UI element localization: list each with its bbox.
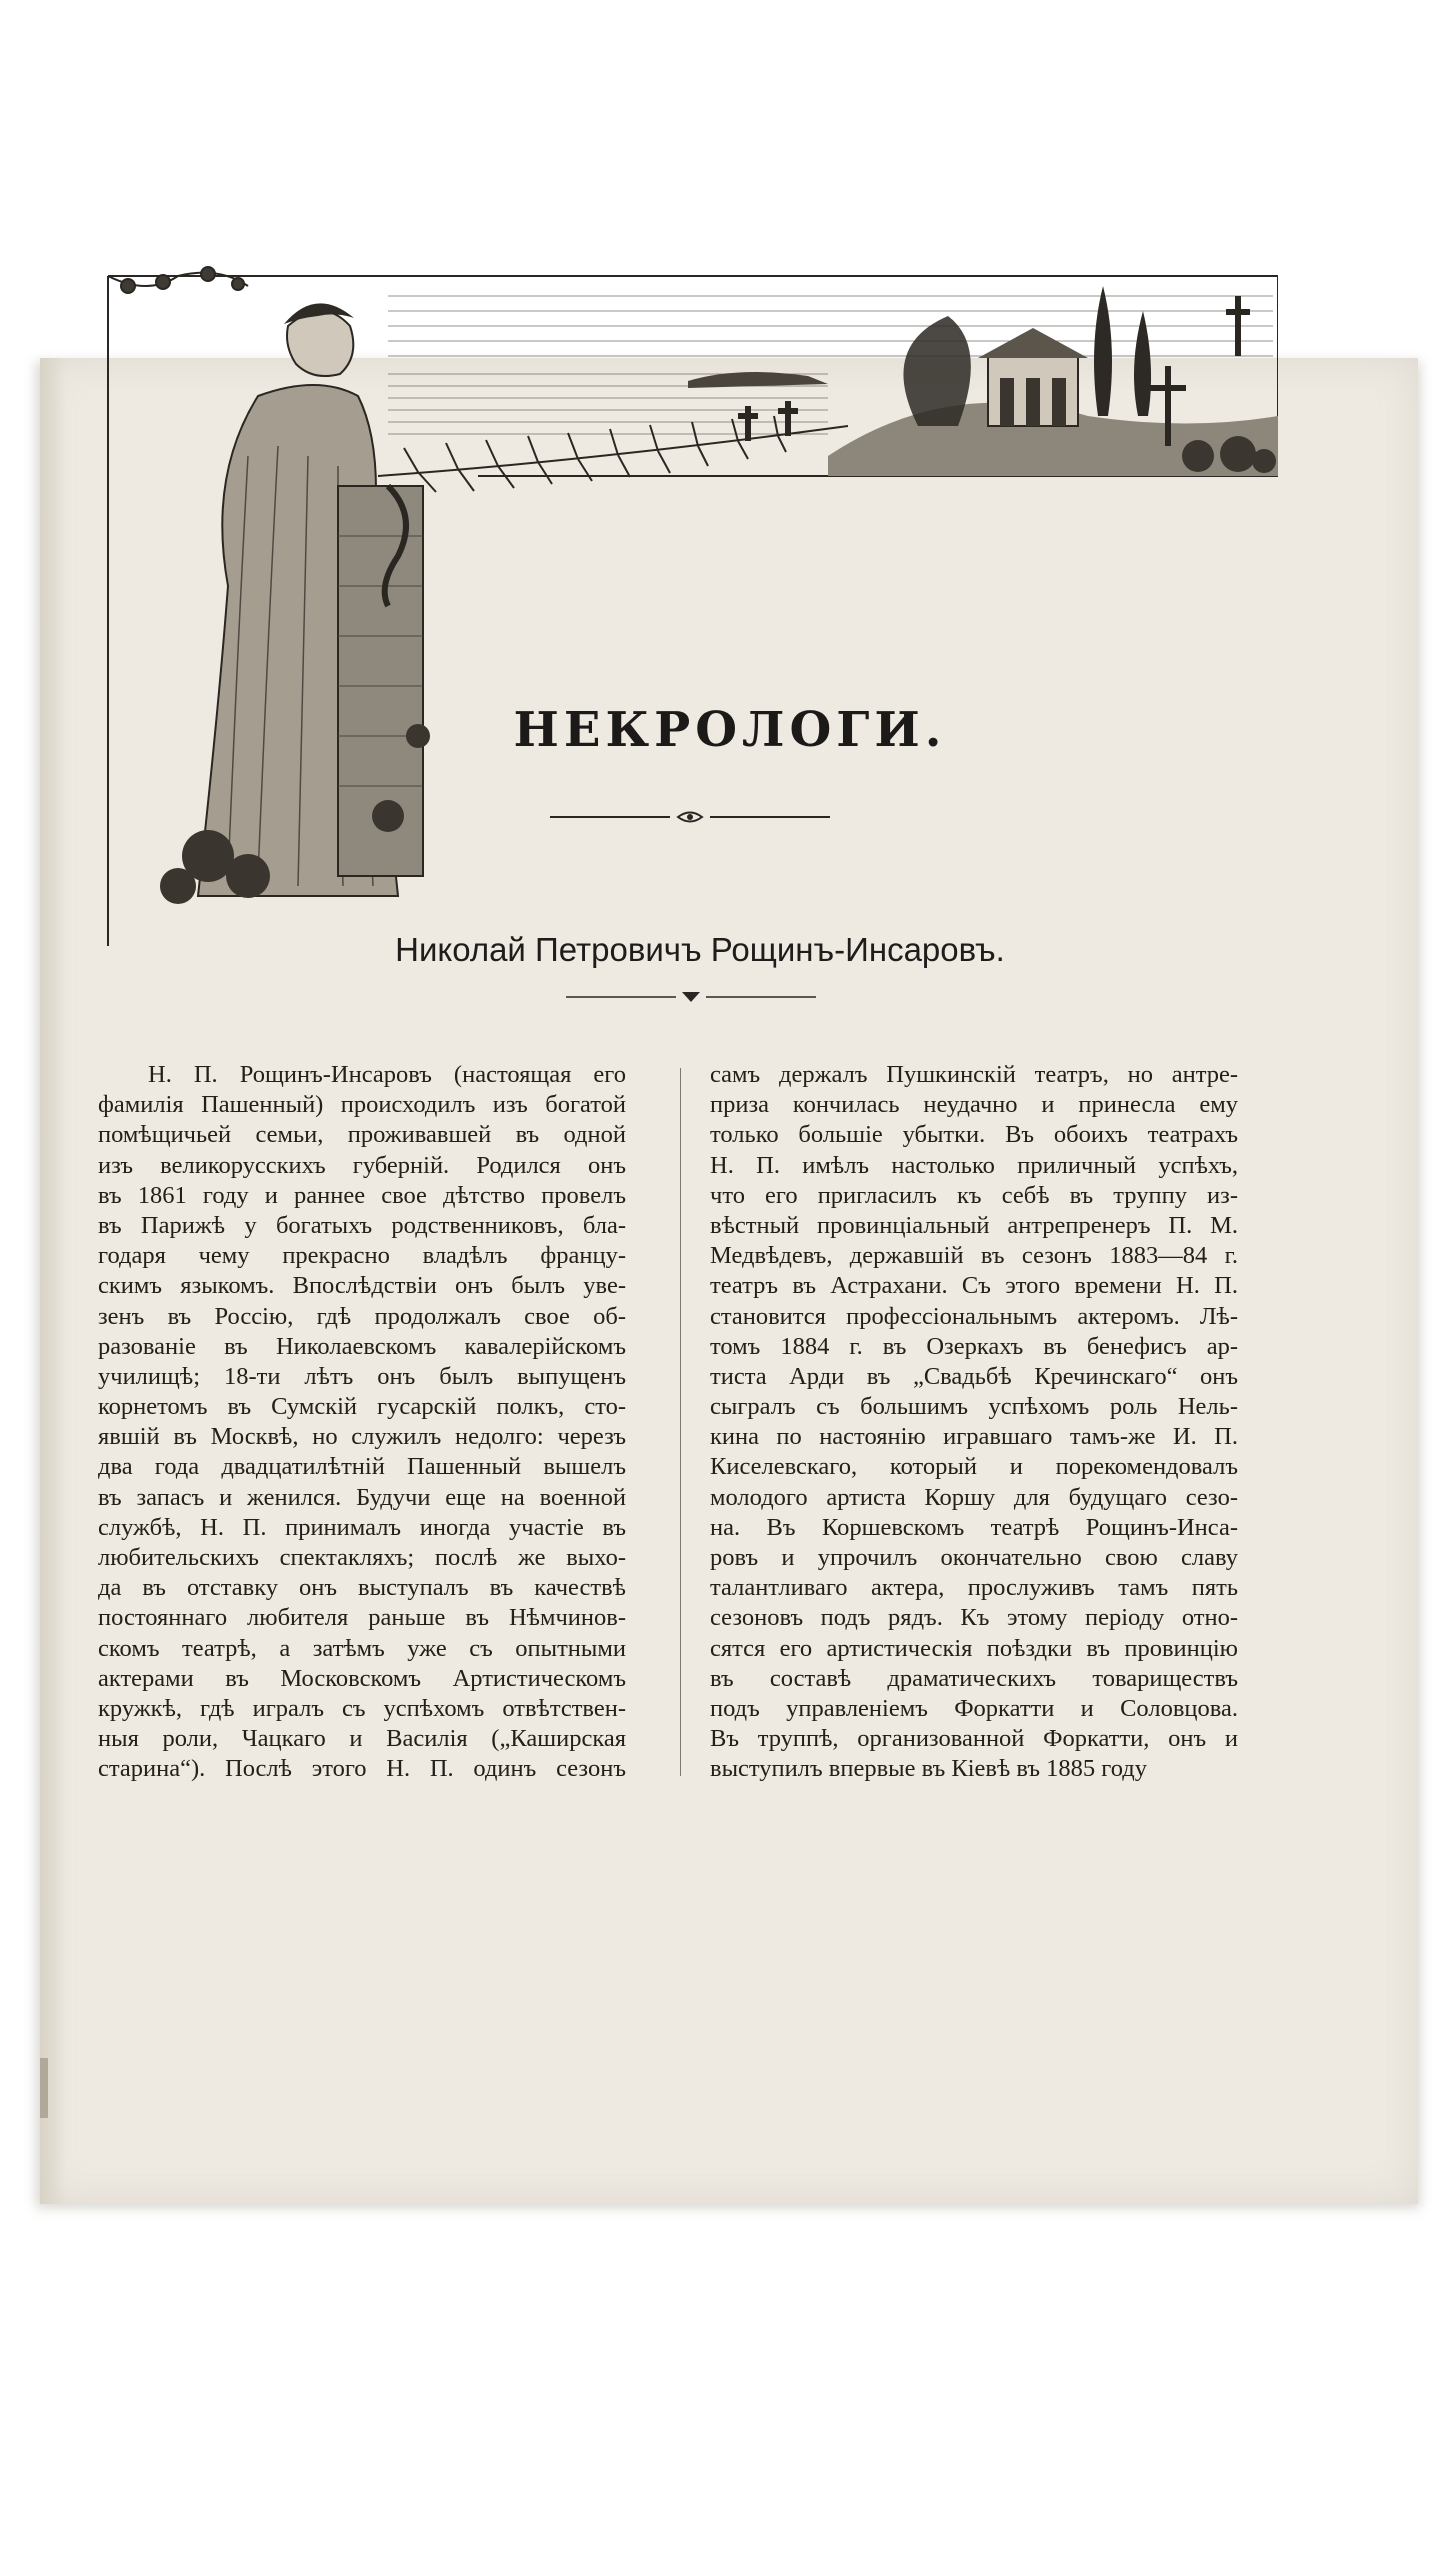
text-line: только большіе убытки. Въ обоихъ театрахъ <box>710 1121 1238 1149</box>
text-line: въ составѣ драматическихъ товариществъ <box>710 1664 1238 1692</box>
text-line: сыгралъ съ большимъ успѣхомъ роль Нель- <box>710 1393 1238 1421</box>
text-line: скомъ театрѣ, а затѣмъ уже съ опытными <box>98 1634 626 1662</box>
text-line: приза кончилась неудачно и принесла ему <box>710 1091 1238 1119</box>
heading-divider-ornament <box>566 990 816 1004</box>
text-line: Н. П. Рощинъ-Инсаровъ (настоящая его <box>148 1061 626 1088</box>
memorial-engraving <box>88 256 1278 956</box>
text-line: помѣщичьей семьи, проживавшей въ одной <box>98 1121 626 1149</box>
text-line: въ 1861 году и раннее свое дѣтство провелъ <box>98 1181 626 1209</box>
text-line: разованіе въ Николаевскомъ кавалерійскомъ <box>98 1332 626 1360</box>
text-line: на. Въ Коршевскомъ театрѣ Рощинъ-Инса- <box>710 1513 1238 1541</box>
text-line: ровъ и упрочилъ окончательно свою славу <box>710 1544 1238 1571</box>
text-line: актерами въ Московскомъ Артистическомъ <box>98 1664 626 1692</box>
text-line: службѣ, Н. П. принималъ иногда участіе въ <box>98 1513 626 1541</box>
text-line: въ Парижѣ у богатыхъ родственниковъ, бла- <box>98 1211 626 1239</box>
column-rule <box>680 1068 681 1776</box>
obituary-heading: Николай Петровичъ Рощинъ-Инсаровъ. <box>395 931 1005 968</box>
text-line: молодого артиста Коршу для будущаго сезо- <box>710 1483 1238 1511</box>
text-line: Медвѣдевъ, державшій въ сезонъ 1883—84 г. <box>710 1242 1238 1270</box>
text-line: зенъ въ Россію, гдѣ продолжалъ свое об- <box>98 1302 626 1330</box>
text-line: тиста Арди въ „Свадьбѣ Кречинскаго“ онъ <box>710 1362 1238 1390</box>
text-line: становится профессіональнымъ актеромъ. Лѣ- <box>710 1302 1238 1330</box>
text-line: училищѣ; 18-ти лѣтъ онъ былъ выпущенъ <box>98 1362 626 1390</box>
right-column <box>710 1060 1238 1785</box>
text-line: постояннаго любителя раньше въ Нѣмчинов- <box>98 1604 626 1632</box>
text-line: Н. П. имѣлъ настолько приличный успѣхъ, <box>710 1151 1238 1179</box>
text-line: корнетомъ въ Сумскій гусарскій полкъ, сто- <box>98 1393 626 1421</box>
left-column <box>98 1060 626 1785</box>
text-line: томъ 1884 г. въ Озеркахъ въ бенефисъ ар- <box>710 1332 1238 1360</box>
text-line: годаря чему прекрасно владѣлъ францу- <box>98 1242 626 1270</box>
section-title: НЕКРОЛОГИ. <box>513 702 947 758</box>
text-line: въ запасъ и женился. Будучи еще на военной <box>98 1483 626 1511</box>
text-line: кина по настоянію игравшаго тамъ-же И. П. <box>710 1423 1238 1451</box>
text-line: вѣстный провинціальный антрепренеръ П. М. <box>710 1211 1238 1239</box>
text-line: выступилъ впервые въ Кіевѣ въ 1885 году <box>710 1755 1147 1783</box>
text-line: любительскихъ спектакляхъ; послѣ же выхо- <box>98 1544 626 1571</box>
text-line: фамилія Пашенный) происходилъ изъ богатой <box>98 1091 626 1119</box>
text-line: явшій въ Москвѣ, но служилъ недолго: черезъ <box>98 1423 626 1451</box>
text-line: ныя роли, Чацкаго и Василія („Каширская <box>98 1725 626 1753</box>
text-line: подъ управленіемъ Форкатти и Соловцова. <box>710 1694 1238 1722</box>
text-line: изъ великорусскихъ губерній. Родился онъ <box>98 1151 626 1179</box>
title-divider-ornament <box>550 808 830 826</box>
text-line: талантливаго актера, прослуживъ тамъ пять <box>710 1574 1238 1602</box>
page-edge <box>40 2058 48 2118</box>
text-line: старина“). Послѣ этого Н. П. одинъ сезонъ <box>98 1755 626 1783</box>
text-line: да въ отставку онъ выступалъ въ качествѣ <box>98 1574 626 1602</box>
text-line: два года двадцатилѣтній Пашенный вышелъ <box>98 1453 626 1481</box>
text-line: кружкѣ, гдѣ игралъ съ успѣхомъ отвѣтствен- <box>98 1694 626 1722</box>
text-line: сезоновъ подъ рядъ. Къ этому періоду отно- <box>710 1604 1238 1632</box>
text-line: Въ труппѣ, организованной Форкатти, онъ и <box>710 1725 1238 1753</box>
text-line: Киселевскаго, который и порекомендовалъ <box>710 1453 1238 1481</box>
text-line: скимъ языкомъ. Впослѣдствіи онъ былъ уве- <box>98 1272 626 1300</box>
text-line: что его пригласилъ къ себѣ въ труппу из- <box>710 1181 1238 1209</box>
text-line: самъ держалъ Пушкинскій театръ, но антре- <box>710 1061 1238 1088</box>
text-line: сятся его артистическія поѣздки въ провинцію <box>710 1634 1238 1662</box>
text-line: театръ въ Астрахани. Съ этого времени Н. П. <box>710 1272 1238 1300</box>
